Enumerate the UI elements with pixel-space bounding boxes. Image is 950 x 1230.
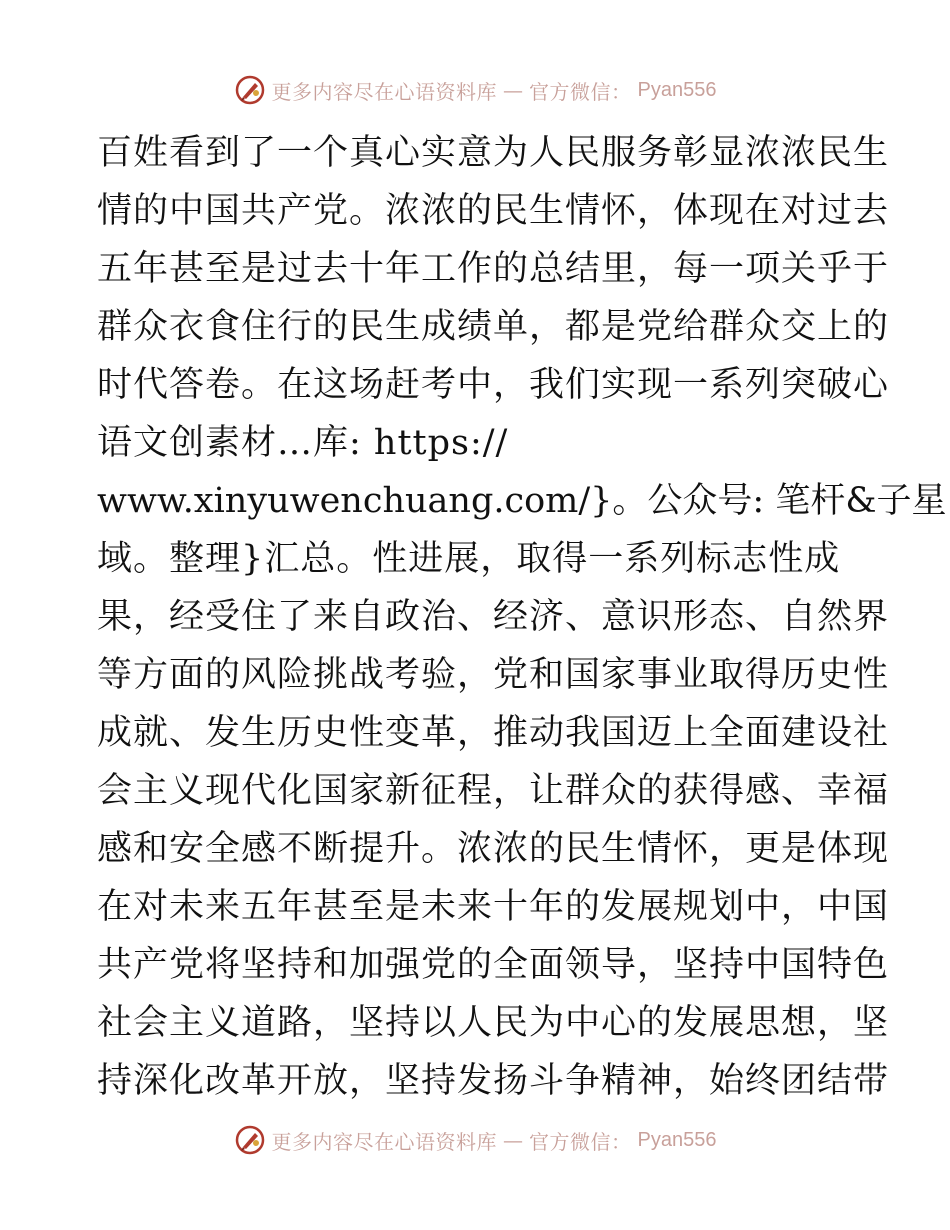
banner-separator: — [503, 1128, 524, 1152]
text-line: 共产党将坚持和加强党的全面领导，坚持中国特色 [97, 945, 890, 985]
banner-separator: — [503, 78, 524, 102]
footer-banner [0, 1120, 950, 1160]
banner-account-label: 官方微信： [529, 79, 632, 104]
text-line: 感和安全感不断提升。浓浓的民生情怀，更是体现 [97, 829, 890, 869]
text-line: 情的中国共产党。浓浓的民生情怀，体现在对过去 [97, 191, 890, 231]
quill-pen-logo-icon [234, 74, 266, 106]
quill-pen-logo-icon [234, 1124, 266, 1156]
text-line: 语文创素材…库: https:// [97, 423, 509, 463]
banner [234, 74, 717, 106]
banner-account-id: Pyan556 [637, 1128, 717, 1151]
text-line: 群众衣食住行的民生成绩单，都是党给群众交上的 [97, 307, 890, 347]
banner-account-label: 官方微信： [529, 1129, 632, 1154]
text-line: 五年甚至是过去十年工作的总结里，每一项关乎于 [97, 249, 890, 289]
text-line: 在对未来五年甚至是未来十年的发展规划中，中国 [97, 887, 890, 927]
text-line: 域。整理}汇总。性进展，取得一系列标志性成 [97, 539, 841, 579]
text-line: 持深化改革开放，坚持发扬斗争精神，始终团结带 [97, 1061, 890, 1101]
text-line: 果，经受住了来自政治、经济、意识形态、自然界 [97, 597, 890, 637]
text-line: 成就、发生历史性变革，推动我国迈上全面建设社 [97, 713, 890, 753]
text-line: www.xinyuwenchuang.com/}。公众号: 笔杆&子星 [97, 481, 947, 521]
text-line: 会主义现代化国家新征程，让群众的获得感、幸福 [97, 771, 890, 811]
text-line: 社会主义道路，坚持以人民为中心的发展思想，坚 [97, 1003, 890, 1043]
text-line: 百姓看到了一个真心实意为人民服务彰显浓浓民生 [97, 133, 890, 173]
header-banner [0, 70, 950, 110]
text-line: 时代答卷。在这场赶考中，我们实现一系列突破心 [97, 365, 890, 405]
banner-main-text: 更多内容尽在心语资料库 [271, 1129, 498, 1154]
banner-main-text: 更多内容尽在心语资料库 [271, 79, 498, 104]
banner-account-id: Pyan556 [637, 78, 717, 101]
banner [234, 1124, 717, 1156]
text-line: 等方面的风险挑战考验，党和国家事业取得历史性 [97, 655, 890, 695]
document-body [97, 124, 947, 1110]
